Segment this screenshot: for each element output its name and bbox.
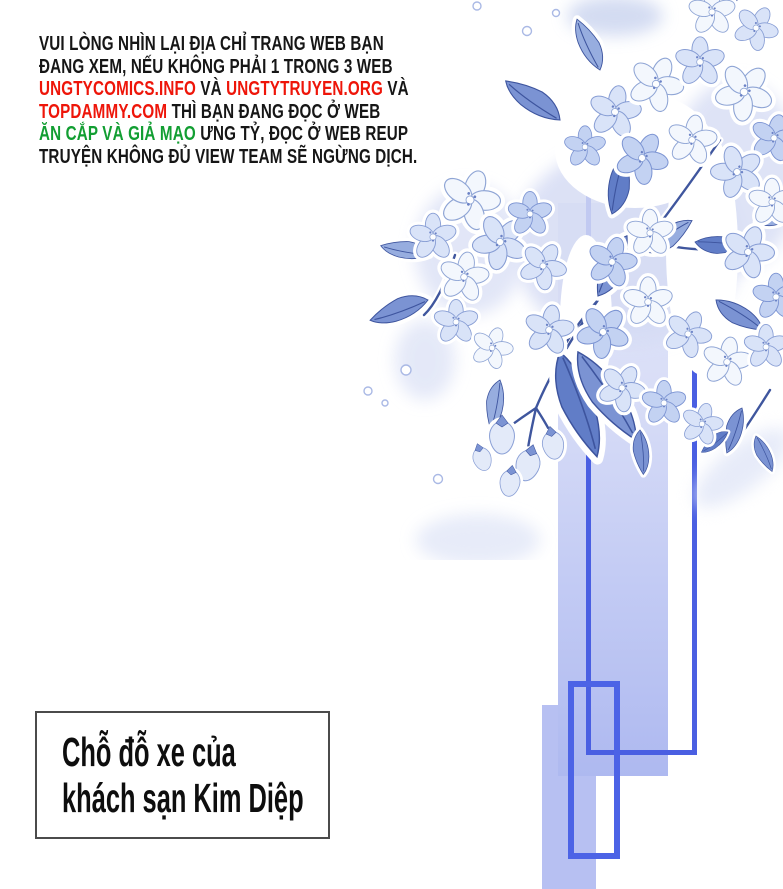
- flower-buds: [469, 415, 566, 498]
- warning-segment: ĂN CẮP VÀ GIẢ MẠO: [39, 123, 196, 146]
- caption-lines: [0, 729, 377, 821]
- warning-segment: ƯNG TỶ, ĐỌC Ở WEB REUP: [195, 123, 409, 146]
- warning-segment: VUI LÒNG NHÌN LẠI ĐỊA CHỈ TRANG WEB BẠN: [39, 33, 384, 55]
- warning-segment: THÌ BẠN ĐANG ĐỌC Ở WEB: [167, 100, 381, 123]
- warning-segment: TOPDAMMY.COM: [39, 100, 168, 123]
- piracy-warning-text: [39, 33, 537, 169]
- caption-line: khách sạn Kim Diệp: [61, 775, 304, 821]
- warning-line: [39, 101, 417, 124]
- warning-line: [39, 78, 417, 101]
- warning-segment: ĐANG XEM, NẾU KHÔNG PHẢI 1 TRONG 3 WEB: [39, 55, 393, 78]
- warning-segment: TRUYỆN KHÔNG ĐỦ VIEW TEAM SẼ NGỪNG DỊCH.: [39, 145, 418, 168]
- warning-line: [39, 56, 417, 79]
- warning-segment: UNGTYTRUYEN.ORG: [226, 78, 383, 101]
- panel-outline-small: [568, 681, 620, 859]
- warning-segment: VÀ: [195, 78, 227, 101]
- caption-line: Chỗ đỗ xe của: [61, 729, 236, 775]
- warning-line: [39, 123, 417, 146]
- warning-line: [39, 33, 417, 56]
- warning-segment: VÀ: [382, 78, 409, 101]
- panel-outline-large: [586, 175, 697, 755]
- caption-box: [35, 711, 330, 839]
- warning-line: [39, 146, 417, 169]
- warning-segment: UNGTYCOMICS.INFO: [39, 78, 196, 101]
